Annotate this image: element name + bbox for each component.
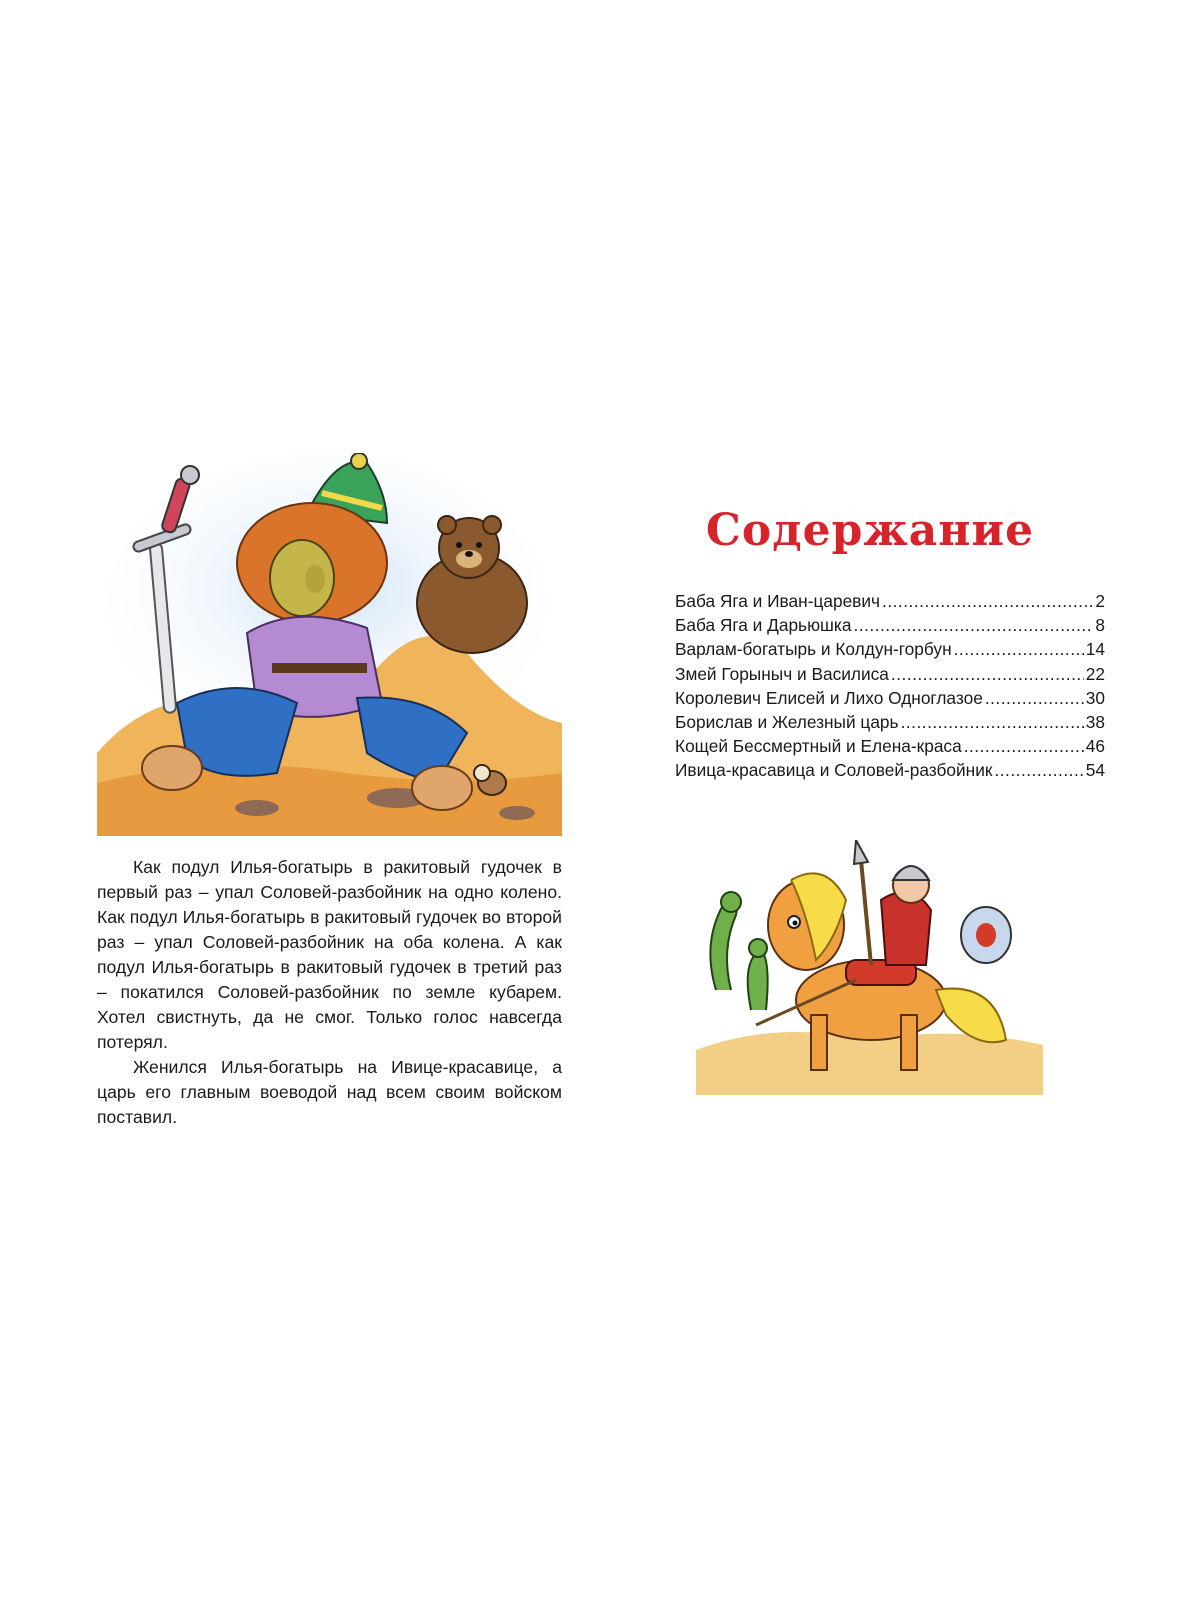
- toc-entry-title: Баба Яга и Иван-царевич: [675, 591, 881, 611]
- toc-leader-dots: [882, 589, 1093, 613]
- toc-entry-title: Ивица-красавица и Соловей-разбойник: [675, 760, 993, 781]
- toc-entry[interactable]: [675, 637, 1105, 661]
- toc-leader-dots: [985, 686, 1084, 710]
- toc-leader-dots: [964, 734, 1084, 758]
- toc-entry[interactable]: [675, 734, 1105, 758]
- toc-entry-page: 22: [1085, 663, 1105, 684]
- toc-entry[interactable]: [675, 758, 1105, 782]
- toc-entry-page: 30: [1085, 687, 1105, 708]
- toc-entry-title: Баба Яга и Дарьюшка: [675, 615, 852, 636]
- toc-entry[interactable]: [675, 686, 1105, 710]
- toc-entry-title: Борислав и Железный царь: [675, 712, 899, 733]
- troll-bear-illustration: [97, 453, 562, 836]
- toc-leader-dots: [891, 662, 1084, 686]
- toc-entry-page: 46: [1085, 736, 1105, 757]
- toc-leader-dots: [901, 710, 1084, 734]
- toc-leader-dots: [853, 613, 1093, 637]
- toc-entry-page: 2: [1095, 591, 1105, 611]
- story-paragraph-1: Как подул Илья-богатырь в ракитовый гудочек в первый раз – упал Соловей-разбойник на одно колено. Как подул Илья-богатырь в ракитовый гудочек во второй раз – упал Соловей-разбойник на оба колена. А как подул Илья-богатырь в ракитовый гудочек в третий раз – покатился Соловей-разбойник по земле кубарем. Хотел свистнуть, да не смог. Только голос навсегда потерял.: [97, 857, 562, 1052]
- toc-title: Содержание: [705, 505, 1035, 556]
- toc-entry-title: Королевич Елисей и Лихо Одноглазое: [675, 687, 983, 708]
- story-paragraph-2: Женился Илья-богатырь на Ивице-красавице, а царь его главным воеводой над всем своим войском поставил.: [97, 1057, 562, 1127]
- toc-entry-title: Кощей Бессмертный и Елена-краса: [675, 736, 962, 757]
- toc-entry-title: Варлам-богатырь и Колдун-горбун: [675, 639, 952, 660]
- toc-entry-page: 14: [1085, 639, 1105, 660]
- toc-entry-page: 8: [1095, 615, 1105, 636]
- story-text: [97, 855, 562, 1130]
- toc-leader-dots: [994, 758, 1083, 782]
- toc-entry[interactable]: [675, 613, 1105, 637]
- toc-entry-title: Змей Горыныч и Василиса: [675, 663, 889, 684]
- toc-entry[interactable]: [675, 710, 1105, 734]
- toc-entry-page: 38: [1085, 712, 1105, 733]
- toc-leader-dots: [954, 637, 1084, 661]
- toc-entry-page: 54: [1085, 760, 1105, 781]
- toc-entry[interactable]: [675, 662, 1105, 686]
- knight-pony-illustration: [696, 840, 1043, 1095]
- toc-entry[interactable]: [675, 589, 1105, 613]
- table-of-contents: [675, 589, 1105, 783]
